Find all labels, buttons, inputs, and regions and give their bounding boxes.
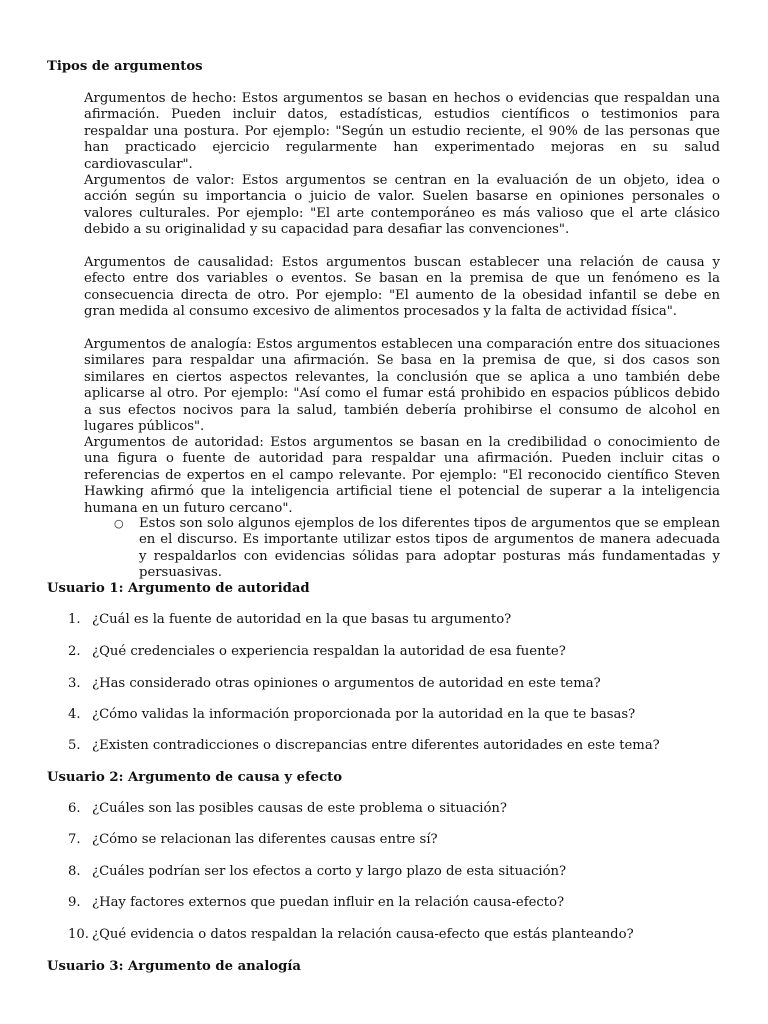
question-item <box>68 707 635 723</box>
question-item <box>68 801 507 817</box>
question-number: 8. <box>68 864 81 879</box>
question-number: 5. <box>68 738 81 753</box>
question-number: 10. <box>68 927 89 942</box>
paragraph-hecho: Argumentos de hecho: Estos argumentos se basan en hechos o evidencias que respaldan una afirmación. Pueden incluir datos, estadísticas, estudios científicos o testimonios para respaldar una postura. Por ejemplo: "Según un estudio reciente, el 90% de las personas que han practicado ejercicio regularmente han experimentado mejoras en su salud cardiovascular". <box>84 91 720 172</box>
question-text: ¿Cómo validas la información proporcionada por la autoridad en la que te basas? <box>92 707 636 722</box>
paragraph-autoridad: Argumentos de autoridad: Estos argumentos se basan en la credibilidad o conocimiento de una figura o fuente de autoridad para respaldar una afirmación. Pueden incluir citas o referencias de expertos en el campo relevante. Por ejemplo: "El reconocido científico Steven Hawking afirmó que la inteligencia artificial tiene el potencial de superar a la inteligencia humana en un futuro cercano". <box>84 435 720 516</box>
paragraph-causalidad: Argumentos de causalidad: Estos argumentos buscan establecer una relación de causa y efecto entre dos variables o eventos. Se basan en la premisa de que un fenómeno es la consecuencia directa de otro. Por ejemplo: "El aumento de la obesidad infantil se debe en gran medida al consumo excesivo de alimentos procesados y la falta de actividad física". <box>84 255 720 320</box>
question-number: 2. <box>68 644 81 659</box>
question-text: ¿Qué credenciales o experiencia respaldan la autoridad de esa fuente? <box>92 644 566 659</box>
question-text: ¿Qué evidencia o datos respaldan la relación causa-efecto que estás planteando? <box>92 927 634 942</box>
user1-title: Usuario 1: Argumento de autoridad <box>47 581 310 596</box>
question-number: 6. <box>68 801 81 816</box>
hollow-circle-bullet-icon: ○ <box>114 517 124 530</box>
question-text: ¿Cuál es la fuente de autoridad en la que basas tu argumento? <box>92 612 512 627</box>
paragraph-valor: Argumentos de valor: Estos argumentos se centran en la evaluación de un objeto, idea o acción según su importancia o juicio de valor. Suelen basarse en opiniones personales o valores culturales. Por ejemplo: "El arte contemporáneo es más valioso que el arte clásico debido a su originalidad y su capacidad para desafiar las convenciones". <box>84 173 720 238</box>
question-number: 1. <box>68 612 81 627</box>
question-number: 7. <box>68 832 81 847</box>
question-item <box>68 895 564 911</box>
question-item <box>68 927 634 943</box>
question-text: ¿Cómo se relacionan las diferentes causas entre sí? <box>92 832 438 847</box>
user2-title: Usuario 2: Argumento de causa y efecto <box>47 770 342 785</box>
question-text: ¿Hay factores externos que puedan influir en la relación causa-efecto? <box>92 895 565 910</box>
bullet-text: Estos son solo algunos ejemplos de los diferentes tipos de argumentos que se emplean en el discurso. Es importante utilizar estos tipos de argumentos de manera adecuada y respaldarlos con evidencias sólidas para adoptar posturas más fundamentadas y persuasivas. <box>139 516 720 581</box>
question-number: 3. <box>68 676 81 691</box>
question-text: ¿Cuáles podrían ser los efectos a corto y largo plazo de esta situación? <box>92 864 567 879</box>
question-text: ¿Cuáles son las posibles causas de este problema o situación? <box>92 801 507 816</box>
question-number: 4. <box>68 707 81 722</box>
question-item <box>68 864 566 880</box>
section-title: Tipos de argumentos <box>47 59 203 74</box>
question-text: ¿Existen contradicciones o discrepancias entre diferentes autoridades en este tema? <box>92 738 660 753</box>
paragraph-analogia: Argumentos de analogía: Estos argumentos establecen una comparación entre dos situaciones similares para respaldar una afirmación. Se basa en la premisa de que, si dos casos son similares en ciertos aspectos relevantes, la conclusión que se aplica a uno también debe aplicarse al otro. Por ejemplo: "Así como el fumar está prohibido en espacios públicos debido a sus efectos nocivos para la salud, también debería prohibirse el consumo de alcohol en lugares públicos". <box>84 337 720 435</box>
question-item <box>68 676 601 692</box>
question-item <box>68 738 660 754</box>
question-text: ¿Has considerado otras opiniones o argumentos de autoridad en este tema? <box>92 676 601 691</box>
question-item <box>68 612 511 628</box>
question-item <box>68 644 566 660</box>
question-number: 9. <box>68 895 81 910</box>
question-item <box>68 832 438 848</box>
user3-title: Usuario 3: Argumento de analogía <box>47 959 301 974</box>
